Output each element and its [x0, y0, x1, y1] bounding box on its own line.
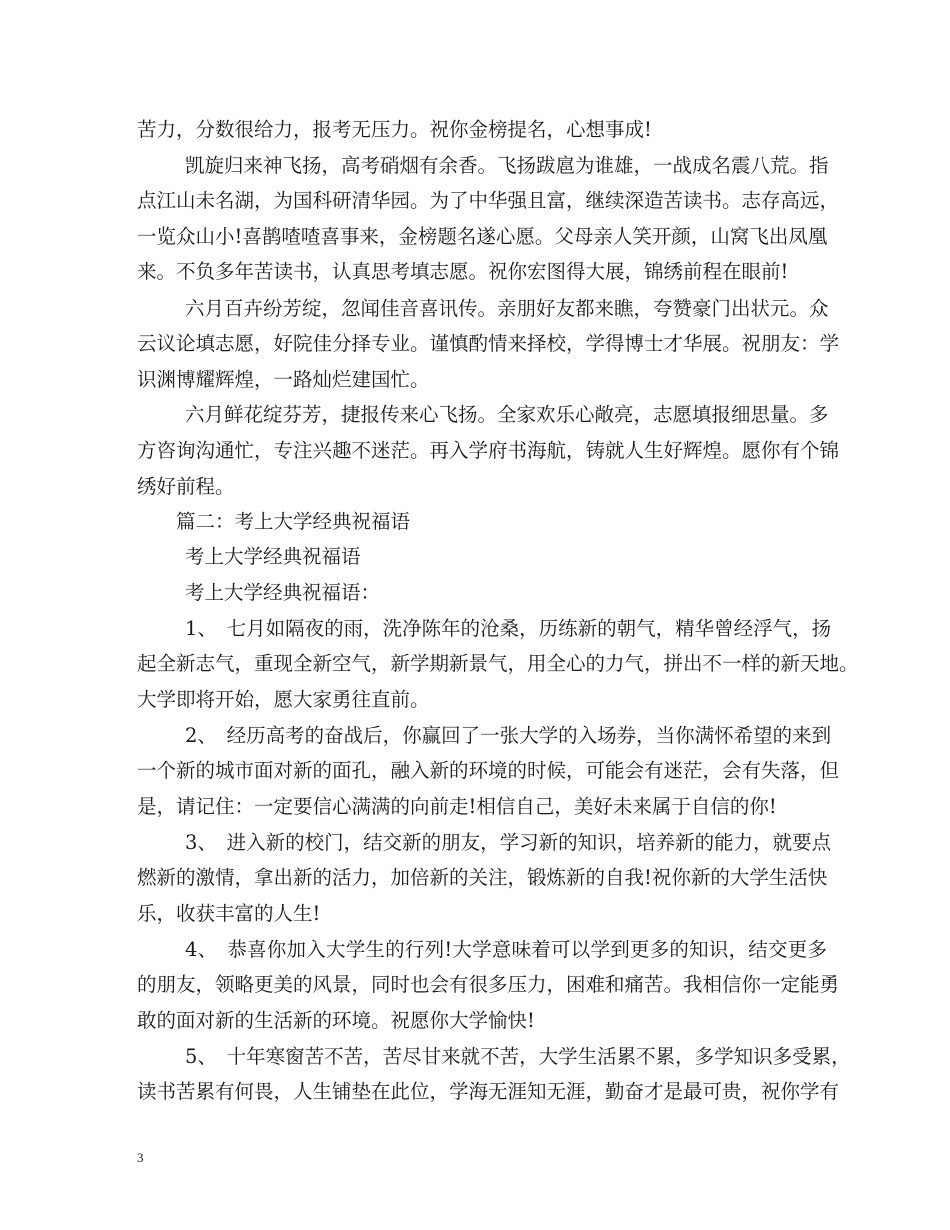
text-line: 是，请记住：一定要信心满满的向前走!相信自己，美好未来属于自信的你!	[137, 795, 777, 818]
text-line: 识渊博耀辉煌，一路灿烂建国忙。	[137, 368, 430, 391]
list-item-line: 1、 七月如隔夜的雨，洗净陈年的沧桑，历练新的朝气，精华曾经浮气，扬	[185, 617, 832, 640]
text-line: 来。不负多年苦读书，认真思考填志愿。祝你宏图得大展，锦绣前程在眼前!	[137, 260, 789, 283]
text-line: 起全新志气，重现全新空气，新学期新景气，用全心的力气，拼出不一样的新天地。	[137, 652, 859, 675]
article-title: 考上大学经典祝福语	[185, 545, 361, 568]
text-line: 云议论填志愿，好院佳分择专业。谨慎酌情来择校，学得博士才华展。祝朋友：学	[137, 332, 840, 355]
text-line: 燃新的激情，拿出新的活力，加倍新的关注，锻炼新的自我!祝你新的大学生活快	[137, 866, 828, 889]
text-line: 的朋友，领略更美的风景，同时也会有很多压力，困难和痛苦。我相信你一定能勇	[137, 973, 840, 996]
text-line: 读书苦累有何畏，人生铺垫在此位，学海无涯知无涯，勤奋才是最可贵，祝你学有	[137, 1080, 840, 1103]
list-intro: 考上大学经典祝福语：	[185, 581, 381, 604]
text-line: 苦力，分数很给力，报考无压力。祝你金榜提名，心想事成!	[137, 118, 652, 141]
text-line: 凯旋归来神飞扬，高考硝烟有余香。飞扬跋扈为谁雄，一战成名震八荒。指	[185, 154, 829, 177]
list-item-line: 5、 十年寒窗苦不苦，苦尽甘来就不苦，大学生活累不累，多学知识多受累，	[185, 1045, 851, 1068]
text-line: 乐，收获丰富的人生!	[137, 902, 321, 925]
text-line: 敢的面对新的生活新的环境。祝愿你大学愉快!	[137, 1009, 535, 1032]
text-line: 六月百卉纷芳绽，忽闻佳音喜讯传。亲朋好友都来瞧，夸赞豪门出状元。众	[185, 297, 829, 320]
text-line: 一个新的城市面对新的面孔，融入新的环境的时候，可能会有迷茫，会有失落，但	[137, 759, 840, 782]
list-item-line: 4、 恭喜你加入大学生的行列!大学意味着可以学到更多的知识，结交更多	[185, 938, 827, 961]
text-line: 绣好前程。	[137, 475, 235, 498]
text-line: 方咨询沟通忙，专注兴趣不迷茫。再入学府书海航，铸就人生好辉煌。愿你有个锦	[137, 439, 840, 462]
section-heading: 篇二：考上大学经典祝福语	[176, 510, 411, 533]
list-item-line: 3、 进入新的校门，结交新的朋友，学习新的知识，培养新的能力，就要点	[185, 831, 832, 854]
list-item-line: 2、 经历高考的奋战后，你赢回了一张大学的入场券，当你满怀希望的来到	[185, 724, 832, 747]
text-line: 大学即将开始，愿大家勇往直前。	[137, 688, 430, 711]
text-line: 一览众山小!喜鹊喳喳喜事来，金榜题名遂心愿。父母亲人笑开颜，山窝飞出凤凰	[137, 225, 828, 248]
text-line: 点江山未名湖，为国科研清华园。为了中华强且富，继续深造苦读书。志存高远，	[137, 189, 840, 212]
text-line: 六月鲜花绽芬芳，捷报传来心飞扬。全家欢乐心敞亮，志愿填报细思量。多	[185, 403, 829, 426]
page-number: 3	[137, 1150, 144, 1165]
